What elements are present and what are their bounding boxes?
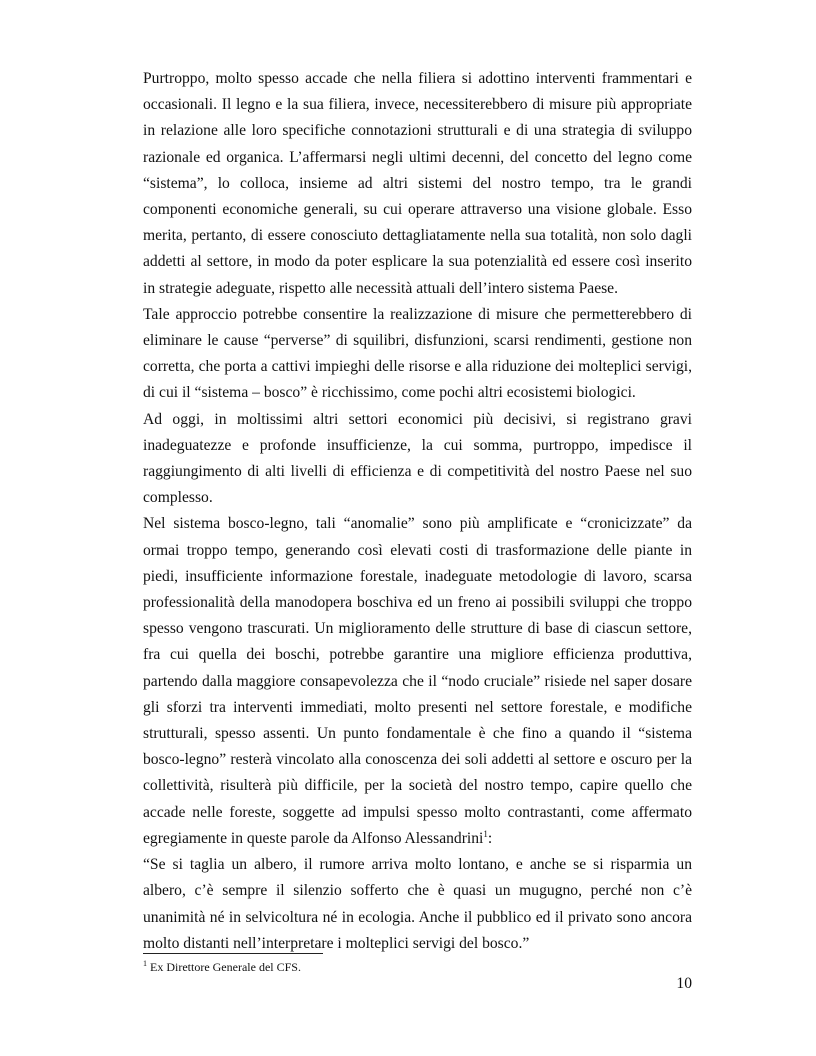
page-number: 10: [676, 975, 692, 992]
paragraph-3: Ad oggi, in moltissimi altri settori economici più decisivi, si registrano gravi inadeguatezze e profonde insufficienze, la cui somma, purtroppo, impedisce il raggiungimento di alti livelli di efficienza e di competitività del nostro Paese nel suo complesso.: [143, 410, 692, 507]
footnote-mark: 1: [143, 959, 147, 968]
paragraph-1: Purtroppo, molto spesso accade che nella filiera si adottino interventi frammentari e occasionali. Il legno e la sua filiera, invece, necessiterebbero di misure più appropriate in relazione alle loro specifiche connotazioni strutturali e di una strategia di sviluppo razionale ed organica. L’affermarsi negli ultimi decenni, del concetto del legno come “sistema”, lo colloca, insieme ad altri sistemi del nostro tempo, tra le grandi componenti economiche generali, su cui operare attraverso una visione globale. Esso merita, pertanto, di essere conosciuto dettagliatamente nella sua totalità, non solo dagli addetti al settore, in modo da poter esplicare la sua potenzialità ed essere così inserito in strategie adeguate, rispetto alle necessità attuali dell’intero sistema Paese.: [143, 70, 692, 297]
footnote: [143, 959, 692, 975]
body-text: [143, 66, 692, 957]
footnote-reference: 1: [483, 828, 488, 839]
paragraph-4-colon: :: [487, 829, 493, 847]
footnote-text: Ex Direttore Generale del CFS.: [147, 960, 301, 974]
footnote-separator: [143, 953, 323, 954]
paragraph-5-quote: “Se si taglia un albero, il rumore arriva molto lontano, e anche se si risparmia un albero, c’è sempre il silenzio sofferto che è quasi un mugugno, perché non c’è unanimità né in selvicoltura né in ecologia. Anche il pubblico ed il privato sono ancora molto distanti nell’interpretare i molteplici servigi del bosco.”: [143, 856, 692, 952]
paragraph-2: Tale approccio potrebbe consentire la realizzazione di misure che permetterebbero di eliminare le cause “perverse” di squilibri, disfunzioni, scarsi rendimenti, gestione non corretta, che porta a cattivi impieghi delle risorse e alla riduzione dei molteplici servigi, di cui il “sistema – bosco” è ricchissimo, come pochi altri ecosistemi biologici.: [143, 305, 692, 402]
paragraph-4-text: Nel sistema bosco-legno, tali “anomalie” sono più amplificate e “cronicizzate” da ormai troppo tempo, generando così elevati costi di trasformazione delle piante in piedi, insufficiente informazione forestale, inadeguate metodologie di lavoro, scarsa professionalità della manodopera boschiva ed un freno ai possibili sviluppi che troppo spesso vengono trascurati. Un miglioramento delle strutture di base di ciascun settore, fra cui quella dei boschi, potrebbe garantire una migliore efficienza produttiva, partendo dalla maggiore consapevolezza che il “nodo cruciale” risiede nel saper dosare gli sforzi tra interventi immediati, molto presenti nel settore forestale, e modifiche strutturali, spesso assenti. Un punto fondamentale è che fino a quando il “sistema bosco-legno” resterà vincolato alla conoscenza dei soli addetti al settore e oscuro per la collettività, risulterà più difficile, per la società del nostro tempo, capire quello che accade nelle foreste, soggette ad impulsi spesso molto contrastanti, come affermato egregiamente in queste parole da Alfonso Alessandrini: [143, 515, 692, 847]
paragraph-4: [143, 511, 692, 852]
